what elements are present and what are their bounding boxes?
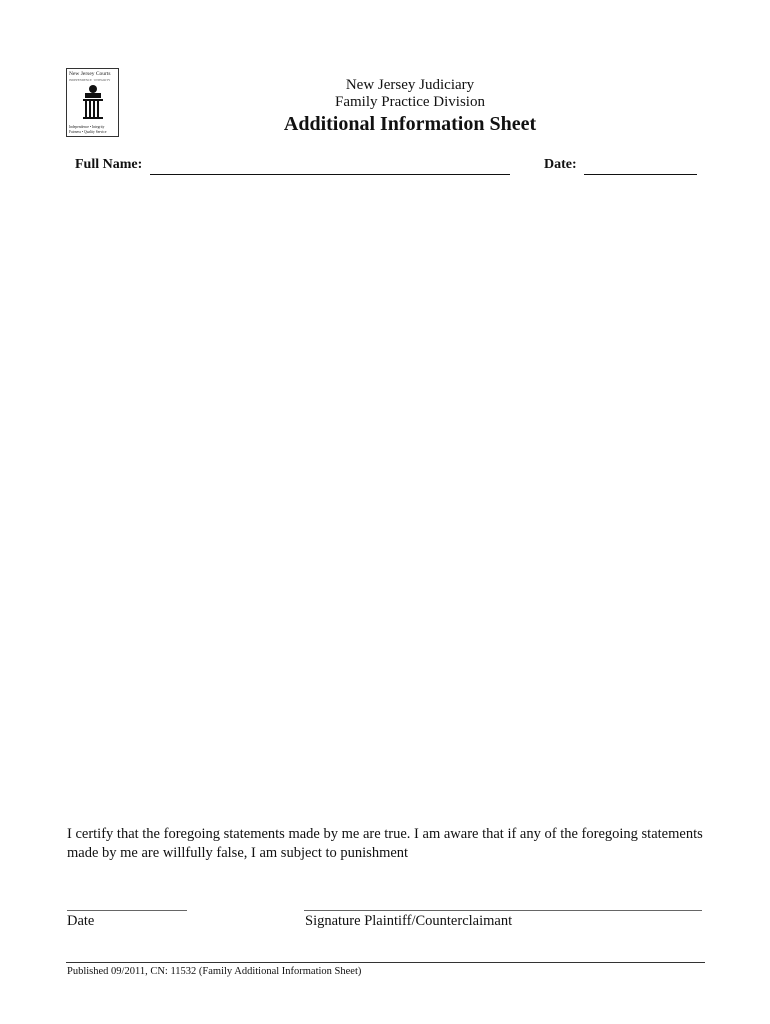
full-name-field[interactable] (150, 174, 510, 175)
signature-date-line[interactable] (67, 910, 187, 911)
logo-subtitle: INDEPENDENCE · INTEGRITY (69, 78, 111, 82)
signature-date-label: Date (67, 913, 95, 929)
division-name: Family Practice Division (335, 94, 485, 110)
logo-title: New Jersey Courts (69, 71, 111, 77)
logo-motto-line1: Independence • Integrity (69, 125, 105, 129)
additional-information-area[interactable] (66, 190, 706, 810)
date-field[interactable] (584, 174, 697, 175)
court-logo (66, 68, 119, 137)
scales-of-justice-icon (79, 83, 107, 121)
footer-publication-info: Published 09/2011, CN: 11532 (Family Additional Information Sheet) (67, 966, 362, 977)
footer-divider (66, 962, 705, 963)
logo-motto-line2: Fairness • Quality Service (69, 130, 107, 134)
full-name-label: Full Name: (75, 157, 143, 172)
signature-label: Signature Plaintiff/Counterclaimant (305, 913, 513, 929)
agency-name: New Jersey Judiciary (345, 77, 475, 93)
signature-line[interactable] (304, 910, 702, 911)
form-title: Additional Information Sheet (283, 113, 537, 135)
certification-statement: I certify that the foregoing statements made by me are true. I am aware that if any of the foregoing statements made by me are willfully false, I am subject to punishment (67, 826, 703, 861)
date-label: Date: (544, 157, 577, 172)
